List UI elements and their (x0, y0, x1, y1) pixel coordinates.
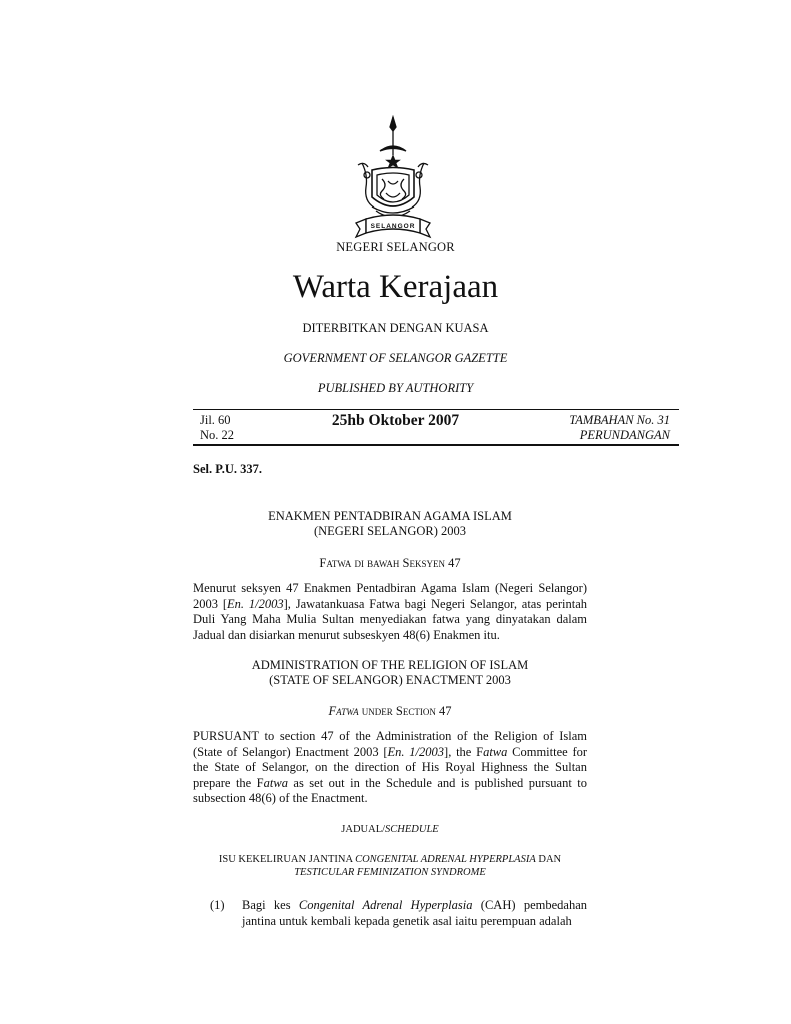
crest-banner-text: SELANGOR (370, 223, 416, 230)
fatwa-heading-ms: Fatwa di bawah Seksyen 47 (319, 556, 461, 570)
schedule-issue-tfs: TESTICULAR FEMINIZATION SYNDROME (294, 867, 486, 878)
list-item-number: (1) (210, 898, 225, 912)
enactment-heading-en-line2: (STATE OF SELANGOR) ENACTMENT 2003 (269, 673, 511, 687)
list-item-text-part2: (CAH) pembedahan jantina untuk kembali kepada genetik asal iaitu perempuan adalah (242, 898, 587, 928)
preamble-en-part1: PURSUANT to section 47 of the Administration of the Religion of Islam (State of Selangor) Enactment 2003 [ (193, 729, 587, 759)
issue-number: No. 22 (200, 428, 235, 442)
list-item-text-part1: Bagi kes (242, 898, 299, 912)
preamble-ms-part2: ], Jawatankuasa Fatwa bagi Negeri Selangor, atas perintah Duli Yang Maha Mulia Sultan menyediakan fatwa yang dinyatakan dalam Jadual dan disiarkan menurut subseskyen 48(6) Enakmen itu. (193, 596, 588, 642)
schedule-issue-prefix: ISU KEKELIRUAN JANTINA (218, 854, 356, 865)
preamble-en-part2: ], the F (444, 744, 484, 759)
issue-volume: Jil. 60 (200, 413, 231, 427)
preamble-en-part3: Committee for the State of Selangor, on the direction of His Royal Highness the Sultan prepare the F (193, 744, 588, 790)
issue-date: 25hb Oktober 2007 (331, 412, 460, 429)
fatwa-heading-en-word: Fatwa (328, 704, 359, 718)
header-rule-bottom (193, 444, 679, 446)
schedule-label-ms: JADUAL/ (341, 824, 386, 835)
schedule-label-en: SCHEDULE (385, 824, 439, 835)
preamble-en-fatwa-1: atwa (483, 744, 508, 759)
gazette-title: Warta Kerajaan (292, 269, 499, 305)
published-by-authority-ms: DITERBITKAN DENGAN KUASA (302, 321, 489, 335)
issue-supplement: TAMBAHAN No. 31 (569, 413, 670, 427)
preamble-ms-part1: Menurut seksyen 47 Enakmen Pentadbiran Agama Islam (Negeri Selangor) 2003 [ (193, 581, 587, 611)
publication-reference: Sel. P.U. 337. (193, 462, 262, 476)
preamble-en-fatwa-2: atwa (263, 775, 288, 790)
enactment-heading-en (193, 658, 587, 688)
fatwa-heading-en-rest: under Section 47 (361, 704, 452, 718)
preamble-en (193, 729, 587, 807)
state-name: NEGERI SELANGOR (336, 240, 455, 254)
enactment-heading-ms-line1: ENAKMEN PENTADBIRAN AGAMA ISLAM (268, 509, 512, 523)
schedule-issue-title (193, 853, 587, 879)
issue-supplement-block (569, 413, 670, 443)
enactment-heading-ms-line2: (NEGERI SELANGOR) 2003 (313, 524, 467, 538)
schedule-issue-cah: CONGENITAL ADRENAL HYPERPLASIA (355, 854, 536, 865)
schedule-issue-dan: DAN (535, 854, 562, 865)
enactment-heading-ms (193, 509, 587, 539)
gazette-name-en: GOVERNMENT OF SELANGOR GAZETTE (283, 351, 508, 365)
preamble-en-part4: as set out in the Schedule and is published pursuant to subsection 48(6) of the Enactment. (193, 775, 587, 805)
header-rule-top (193, 409, 679, 410)
enactment-heading-en-line1: ADMINISTRATION OF THE RELIGION OF ISLAM (251, 658, 529, 672)
fatwa-heading-en (193, 704, 587, 719)
list-item-text (242, 898, 587, 929)
issue-category: PERUNDANGAN (579, 428, 670, 442)
preamble-en-reference: En. 1/2003 (387, 744, 445, 759)
list-item-text-italic: Congenital Adrenal Hyperplasia (298, 898, 473, 912)
preamble-ms-reference: En. 1/2003 (227, 596, 284, 611)
preamble-ms (193, 581, 587, 643)
published-by-authority-en: PUBLISHED BY AUTHORITY (317, 381, 474, 395)
schedule-label (193, 822, 587, 837)
selangor-crest-icon (352, 115, 434, 243)
